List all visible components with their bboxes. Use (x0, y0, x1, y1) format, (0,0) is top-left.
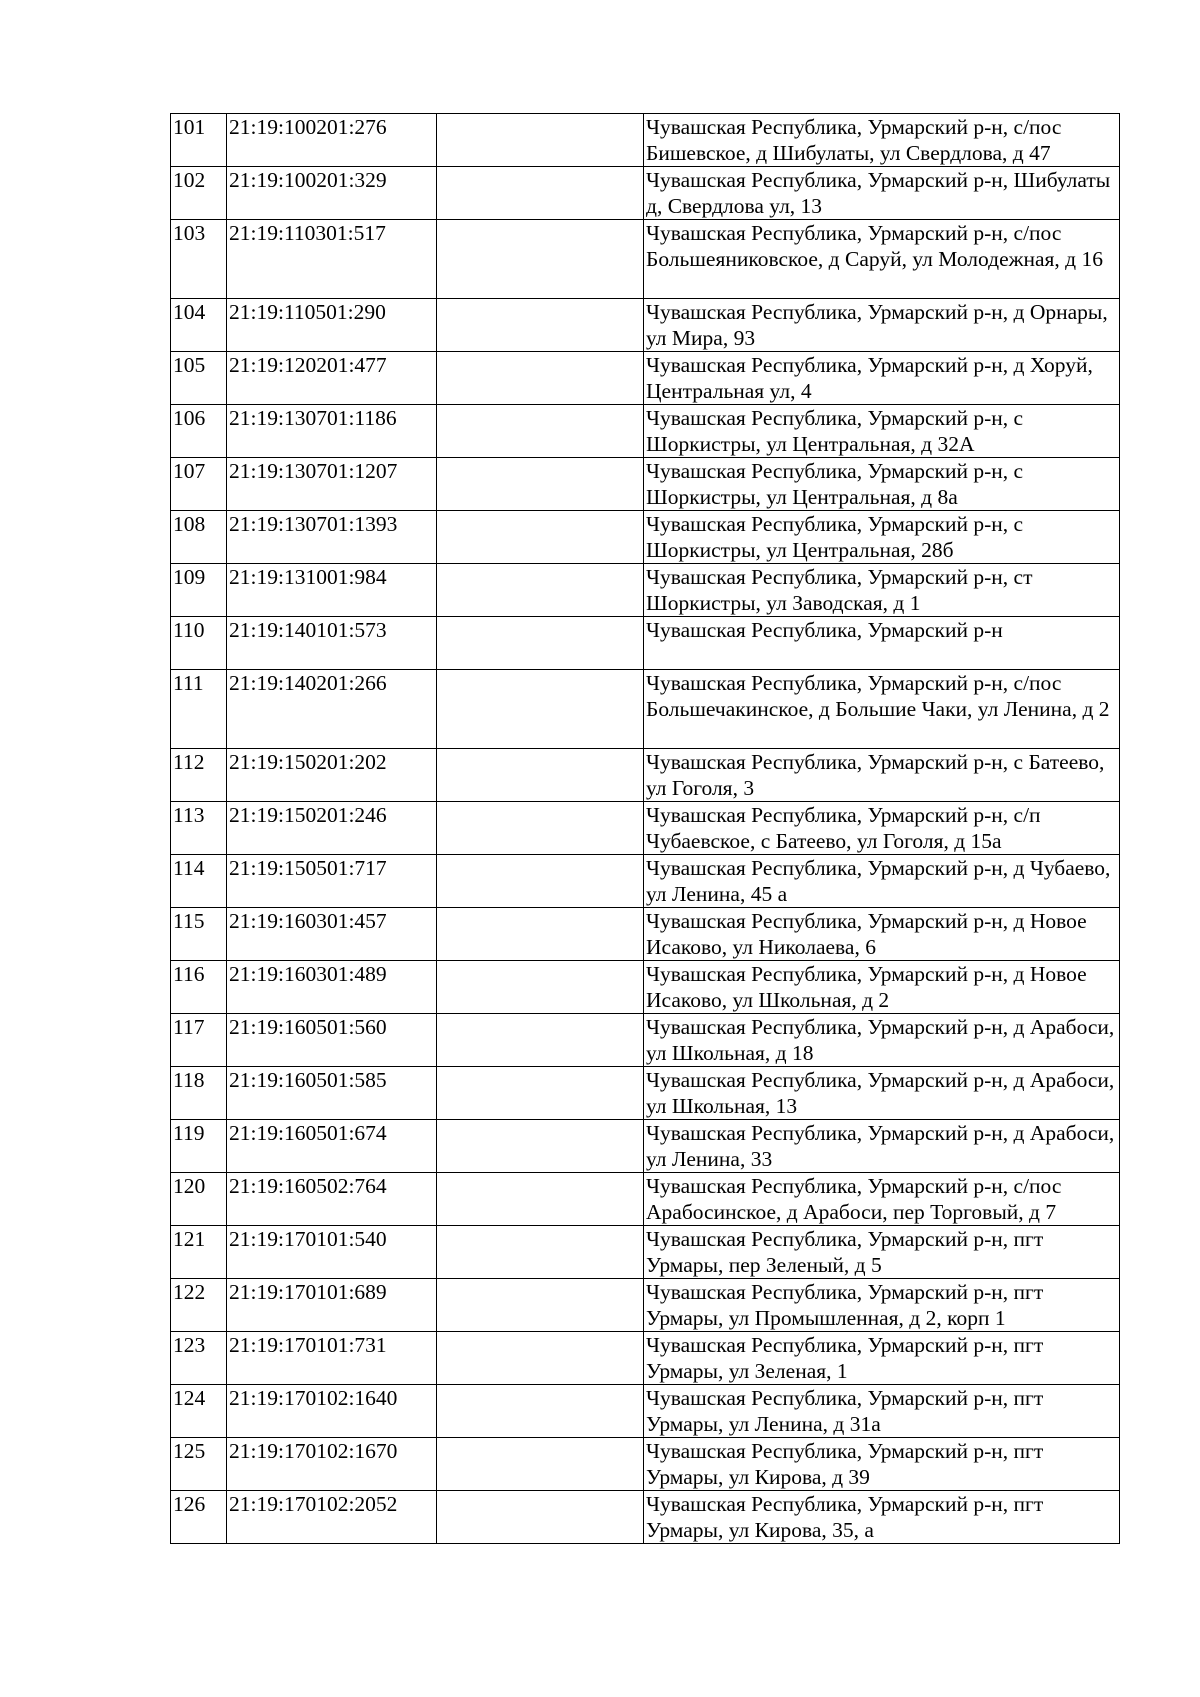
address: Чувашская Республика, Урмарский р-н, с Шоркистры, ул Центральная, д 8а (644, 458, 1120, 511)
empty-cell (437, 299, 644, 352)
address: Чувашская Республика, Урмарский р-н, д Хоруй, Центральная ул, 4 (644, 352, 1120, 405)
empty-cell (437, 749, 644, 802)
empty-cell (437, 564, 644, 617)
address: Чувашская Республика, Урмарский р-н, пгт Урмары, ул Кирова, д 39 (644, 1438, 1120, 1491)
cadastral-number: 21:19:120201:477 (227, 352, 437, 405)
empty-cell (437, 1491, 644, 1544)
cadastral-number: 21:19:160301:457 (227, 908, 437, 961)
address: Чувашская Республика, Урмарский р-н, д Новое Исаково, ул Школьная, д 2 (644, 961, 1120, 1014)
row-number: 111 (171, 670, 227, 749)
address: Чувашская Республика, Урмарский р-н, д Арабоси, ул Ленина, 33 (644, 1120, 1120, 1173)
row-number: 115 (171, 908, 227, 961)
row-number: 121 (171, 1226, 227, 1279)
row-number: 104 (171, 299, 227, 352)
cadastral-number: 21:19:100201:329 (227, 167, 437, 220)
cadastral-number: 21:19:150201:202 (227, 749, 437, 802)
row-number: 105 (171, 352, 227, 405)
address: Чувашская Республика, Урмарский р-н, д Чубаево, ул Ленина, 45 а (644, 855, 1120, 908)
address: Чувашская Республика, Урмарский р-н, Шибулаты д, Свердлова ул, 13 (644, 167, 1120, 220)
row-number: 106 (171, 405, 227, 458)
address: Чувашская Республика, Урмарский р-н, с/п Чубаевское, с Батеево, ул Гоголя, д 15а (644, 802, 1120, 855)
address: Чувашская Республика, Урмарский р-н, с Шоркистры, ул Центральная, 28б (644, 511, 1120, 564)
empty-cell (437, 1332, 644, 1385)
address: Чувашская Республика, Урмарский р-н, д Арабоси, ул Школьная, д 18 (644, 1014, 1120, 1067)
empty-cell (437, 1279, 644, 1332)
address: Чувашская Республика, Урмарский р-н, с/пос Арабосинское, д Арабоси, пер Торговый, д 7 (644, 1173, 1120, 1226)
cadastral-number: 21:19:170101:689 (227, 1279, 437, 1332)
row-number: 122 (171, 1279, 227, 1332)
row-number: 123 (171, 1332, 227, 1385)
row-number: 125 (171, 1438, 227, 1491)
cadastral-number: 21:19:131001:984 (227, 564, 437, 617)
row-number: 126 (171, 1491, 227, 1544)
row-number: 107 (171, 458, 227, 511)
cadastral-number: 21:19:170102:1670 (227, 1438, 437, 1491)
address: Чувашская Республика, Урмарский р-н, с/пос Бишевское, д Шибулаты, ул Свердлова, д 47 (644, 114, 1120, 167)
address: Чувашская Республика, Урмарский р-н, пгт Урмары, ул Зеленая, 1 (644, 1332, 1120, 1385)
cadastral-number: 21:19:170102:2052 (227, 1491, 437, 1544)
row-number: 112 (171, 749, 227, 802)
row-number: 113 (171, 802, 227, 855)
empty-cell (437, 908, 644, 961)
address: Чувашская Республика, Урмарский р-н, пгт Урмары, ул Ленина, д 31а (644, 1385, 1120, 1438)
cadastral-number: 21:19:170102:1640 (227, 1385, 437, 1438)
cadastral-number: 21:19:170101:540 (227, 1226, 437, 1279)
cadastral-number: 21:19:150501:717 (227, 855, 437, 908)
row-number: 118 (171, 1067, 227, 1120)
empty-cell (437, 1120, 644, 1173)
address: Чувашская Республика, Урмарский р-н, д Орнары, ул Мира, 93 (644, 299, 1120, 352)
address: Чувашская Республика, Урмарский р-н, с Шоркистры, ул Центральная, д 32А (644, 405, 1120, 458)
address: Чувашская Республика, Урмарский р-н, д Новое Исаково, ул Николаева, 6 (644, 908, 1120, 961)
address: Чувашская Республика, Урмарский р-н, пгт Урмары, ул Промышленная, д 2, корп 1 (644, 1279, 1120, 1332)
cadastral-number: 21:19:100201:276 (227, 114, 437, 167)
address: Чувашская Республика, Урмарский р-н, с Батеево, ул Гоголя, 3 (644, 749, 1120, 802)
row-number: 114 (171, 855, 227, 908)
row-number: 110 (171, 617, 227, 670)
row-number: 103 (171, 220, 227, 299)
row-number: 101 (171, 114, 227, 167)
address: Чувашская Республика, Урмарский р-н, ст Шоркистры, ул Заводская, д 1 (644, 564, 1120, 617)
row-number: 117 (171, 1014, 227, 1067)
cadastral-number: 21:19:160501:585 (227, 1067, 437, 1120)
empty-cell (437, 670, 644, 749)
empty-cell (437, 1385, 644, 1438)
row-number: 108 (171, 511, 227, 564)
table-body (171, 114, 1120, 1544)
address: Чувашская Республика, Урмарский р-н, пгт Урмары, ул Кирова, 35, а (644, 1491, 1120, 1544)
cadastral-number: 21:19:160301:489 (227, 961, 437, 1014)
cadastral-number: 21:19:140101:573 (227, 617, 437, 670)
address: Чувашская Республика, Урмарский р-н, с/пос Большеяниковское, д Саруй, ул Молодежная, д 16 (644, 220, 1120, 299)
cadastral-number: 21:19:160501:560 (227, 1014, 437, 1067)
row-number: 102 (171, 167, 227, 220)
cadastral-number: 21:19:170101:731 (227, 1332, 437, 1385)
row-number: 120 (171, 1173, 227, 1226)
empty-cell (437, 1067, 644, 1120)
cadastral-number: 21:19:110301:517 (227, 220, 437, 299)
empty-cell (437, 511, 644, 564)
address: Чувашская Республика, Урмарский р-н, д Арабоси, ул Школьная, 13 (644, 1067, 1120, 1120)
empty-cell (437, 855, 644, 908)
address: Чувашская Республика, Урмарский р-н (644, 617, 1120, 670)
empty-cell (437, 458, 644, 511)
row-number: 119 (171, 1120, 227, 1173)
cadastral-number: 21:19:130701:1207 (227, 458, 437, 511)
empty-cell (437, 617, 644, 670)
empty-cell (437, 802, 644, 855)
empty-cell (437, 1226, 644, 1279)
row-number: 124 (171, 1385, 227, 1438)
cadastral-number: 21:19:140201:266 (227, 670, 437, 749)
cadastral-table (170, 113, 1120, 1544)
cadastral-number: 21:19:160501:674 (227, 1120, 437, 1173)
empty-cell (437, 167, 644, 220)
empty-cell (437, 961, 644, 1014)
cadastral-number: 21:19:150201:246 (227, 802, 437, 855)
empty-cell (437, 220, 644, 299)
address: Чувашская Республика, Урмарский р-н, пгт Урмары, пер Зеленый, д 5 (644, 1226, 1120, 1279)
empty-cell (437, 1014, 644, 1067)
cadastral-number: 21:19:160502:764 (227, 1173, 437, 1226)
empty-cell (437, 114, 644, 167)
cadastral-number: 21:19:130701:1393 (227, 511, 437, 564)
row-number: 116 (171, 961, 227, 1014)
empty-cell (437, 405, 644, 458)
row-number: 109 (171, 564, 227, 617)
address: Чувашская Республика, Урмарский р-н, с/пос Большечакинское, д Большие Чаки, ул Ленина, д 2 (644, 670, 1120, 749)
empty-cell (437, 1173, 644, 1226)
empty-cell (437, 352, 644, 405)
cadastral-number: 21:19:130701:1186 (227, 405, 437, 458)
empty-cell (437, 1438, 644, 1491)
cadastral-number: 21:19:110501:290 (227, 299, 437, 352)
